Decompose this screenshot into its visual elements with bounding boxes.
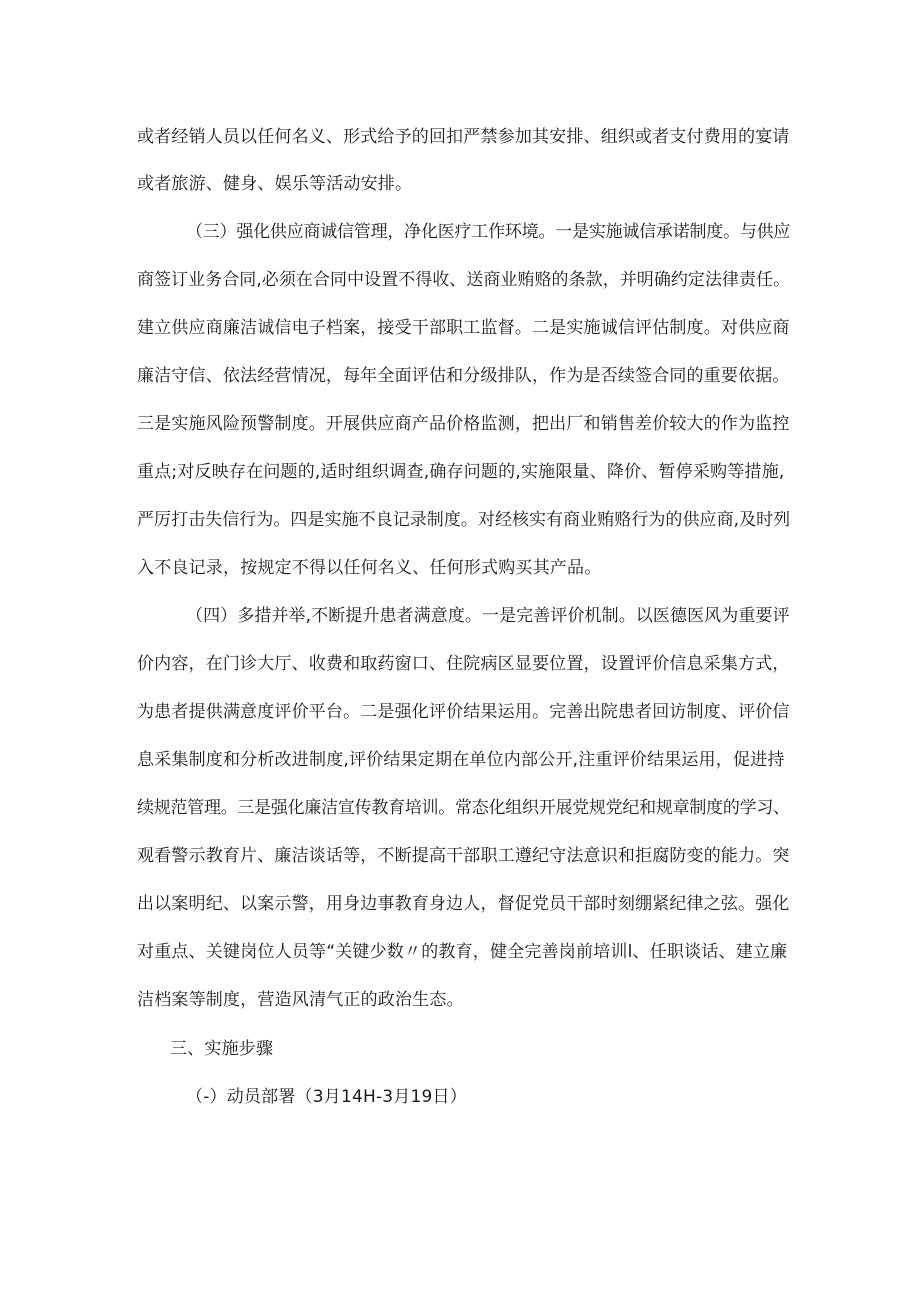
paragraph-line: 价内容，在门诊大厅、收费和取药窗口、住院病区显要位置，设置评价信息采集方式， (137, 654, 790, 674)
section-heading-implementation-steps: 三、实施步骤 (170, 1039, 274, 1059)
paragraph-line: 洁档案等制度，营造风清气正的政治生态。 (137, 990, 464, 1010)
paragraph-line: 重点;对反映存在问题的,适时组织调查,确存问题的,实施限量、降价、暂停采购等措施, (137, 462, 785, 482)
paragraph-line: 三是实施风险预警制度。开展供应商产品价格监测，把出厂和销售差价较大的作为监控 (137, 414, 790, 434)
subsection-heading-mobilization: （-）动员部署（3月14H-3月19日） (186, 1087, 467, 1107)
paragraph-line: 廉洁守信、依法经营情况，每年全面评估和分级排队，作为是否续签合同的重要依据。 (137, 366, 790, 386)
section-3-heading-line: （三）强化供应商诚信管理，净化医疗工作环境。一是实施诚信承诺制度。与供应 (186, 222, 791, 242)
paragraph-line: 续规范管理。三是强化廉洁宣传教育培训。常态化组织开展党规党纪和规章制度的学习、 (137, 798, 790, 818)
paragraph-line: 或者经销人员以任何名义、形式给予的回扣严禁参加其安排、组织或者支付费用的宴请 (137, 127, 790, 147)
section-4-heading-line: （四）多措并举,不断提升患者满意度。一是完善评价机制。以医德医风为重要评 (186, 606, 790, 626)
paragraph-line: 建立供应商廉洁诚信电子档案，接受干部职工监督。二是实施诚信评估制度。对供应商 (137, 318, 790, 338)
paragraph-line: 对重点、关键岗位人员等“关键少数〃的教育，健全完善岗前培训l、任职谈话、建立廉 (137, 942, 788, 962)
paragraph-line: 严厉打击失信行为。四是实施不良记录制度。对经核实有商业贿赂行为的供应商,及时列 (137, 510, 791, 530)
paragraph-line: 入不良记录，按规定不得以任何名义、任何形式购买其产品。 (137, 558, 602, 578)
paragraph-line: 为患者提供满意度评价平台。二是强化评价结果运用。完善出院患者回访制度、评价信 (137, 702, 790, 722)
paragraph-line: 息采集制度和分析改进制度,评价结果定期在单位内部公开,注重评价结果运用，促进持 (137, 750, 785, 770)
paragraph-line: 出以案明纪、以案示警，用身边事教育身边人，督促党员干部时刻绷紧纪律之弦。强化 (137, 894, 790, 914)
paragraph-line: 观看警示教育片、廉洁谈话等，不断提高干部职工遵纪守法意识和拒腐防变的能力。突 (137, 846, 790, 866)
paragraph-line: 或者旅游、健身、娱乐等活动安排。 (137, 174, 413, 194)
paragraph-line: 商签订业务合同,必须在合同中设置不得收、送商业贿赂的条款，并明确约定法律责任。 (137, 270, 791, 290)
